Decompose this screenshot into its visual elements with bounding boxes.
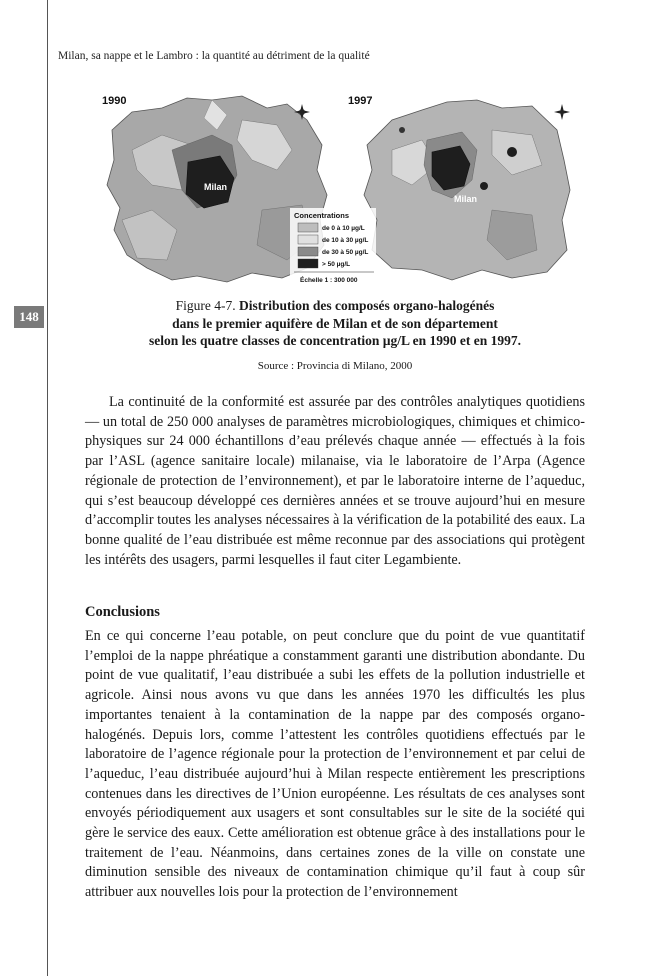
figure-maps	[92, 90, 582, 286]
caption-line-2: dans le premier aquifère de Milan et de son département	[172, 315, 498, 331]
legend-swatch-1	[298, 235, 318, 244]
map-1997	[364, 100, 570, 280]
figure-source: Source : Provincia di Milano, 2000	[257, 360, 413, 372]
legend-swatch-0	[298, 223, 318, 232]
legend-swatch-3	[298, 259, 318, 268]
legend-scale: Échelle 1 : 300 000	[300, 277, 358, 284]
legend-label-3: > 50 µg/L	[322, 261, 351, 268]
maps-svg	[92, 90, 582, 286]
legend	[290, 208, 376, 284]
legend-swatch-2	[298, 247, 318, 256]
paragraph-1: La continuité de la conformité est assurée par des contrôles analytiques quotidiens — un total de 250 000 analyses de paramètres microbiologiques, chimiques et chimico-physiques sur 24 000 échantillons d’eau prélevés chaque année — effectués à la fois par l’ASL (agence sanitaire locale) milanaise, via le laboratoire de l’Arpa (Agence régionale de protection de l’environnement), et par le laboratoire interne de l’aqueduc, qui s’est beaucoup développé ces dernières années et se trouve aujourd’hui en mesure d’accomplir toutes les analyses nécessaires à la vérification de la potabilité des eaux. La bonne qualité de l’eau distribuée est même reconnue par des associations qui protègent les intérêts des usagers, parmi lesquelles il faut citer Legambiente.	[85, 394, 585, 568]
map-1990-year: 1990	[102, 95, 127, 107]
map-1997-year: 1997	[348, 95, 373, 107]
map-1997-city-label: Milan	[454, 194, 478, 204]
caption-line-1: Distribution des composés organo-halogénés	[238, 298, 495, 313]
caption-prefix: Figure 4-7.	[175, 298, 239, 313]
section-heading: Conclusions	[85, 604, 160, 620]
legend-title: Concentrations	[294, 211, 350, 220]
paragraph-2: En ce qui concerne l’eau potable, on peut conclure que du point de vue quantitatif l’emploi de la nappe phréatique a constamment garanti une distribution abondante. Du point de vue qualitatif, l’eau distribuée a subi les effets de la pollution industrielle et agricole. Ainsi nous avons vu que dans les années 1970 les difficultés les plus importantes tenaient à la contamination de la nappe par des composés organo-halogénés. Depuis lors, comme l’attestent les contrôles quotidiens effectués par le laboratoire de l’agence régionale pour la protection de l’environnement et par celui de l’aqueduc, l’eau distribuée aujourd’hui à Milan respecte entièrement les prescriptions contenues dans les directives de l’Union européenne. Les résultats de ces analyses sont envoyés périodiquement aux usagers et sont consultables sur le site de la société qui gère le service des eaux. Cette amélioration est obtenue grâce à des installations pour le traitement de l’eau. Néanmoins, dans certaines zones de la ville on constate une diminution sensible des niveaux de contamination chimique qu’il faut à coup sûr attribuer aux nouvelles lois pour la protection de l’environnement	[85, 628, 585, 901]
legend-label-2: de 30 à 50 µg/L	[322, 249, 369, 256]
map-1990-city-label: Milan	[204, 182, 228, 192]
running-header: Milan, sa nappe et le Lambro : la quantité au détriment de la qualité	[58, 50, 370, 62]
legend-label-1: de 10 à 30 µg/L	[322, 237, 369, 244]
margin-rule	[47, 0, 48, 976]
legend-label-0: de 0 à 10 µg/L	[322, 225, 365, 232]
caption-line-3: selon les quatre classes de concentration µg/L en 1990 et en 1997.	[148, 333, 521, 348]
page-number: 148	[14, 306, 44, 328]
figure-caption	[92, 297, 578, 350]
